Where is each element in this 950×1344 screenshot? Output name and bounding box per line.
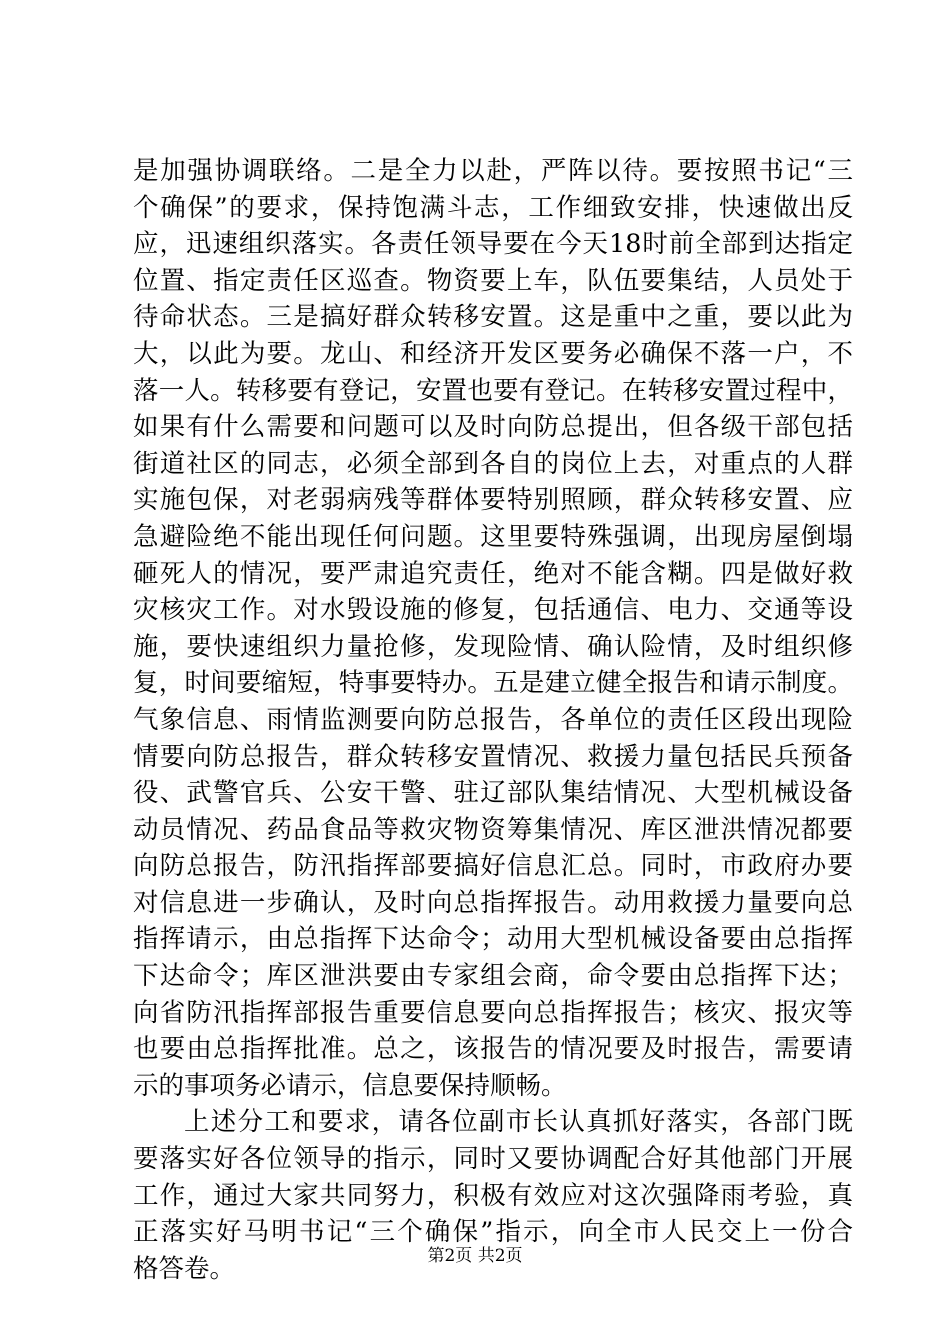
text-line: 个确保”的要求，保持饱满斗志，工作细致安排，快速做出反 [133, 192, 853, 223]
text-line: 示的事项务必请示，信息要保持顺畅。 [133, 1070, 567, 1101]
text-line: 工作，通过大家共同努力，积极有效应对这次强降雨考验，真 [133, 1180, 853, 1211]
text-line: 施，要快速组织力量抢修，发现险情、确认险情，及时组织修 [133, 631, 853, 662]
text-line: 情要向防总报告，群众转移安置情况、救援力量包括民兵预备 [133, 741, 853, 772]
text-line: 格答卷。 [133, 1253, 236, 1284]
text-line: 复，时间要缩短，特事要特办。五是建立健全报告和请示制度。 [133, 668, 853, 699]
text-line: 大，以此为要。龙山、和经济开发区要务必确保不落一户，不 [133, 338, 853, 369]
text-line: 要落实好各位领导的指示，同时又要协调配合好其他部门开展 [133, 1144, 853, 1175]
text-line: 街道社区的同志，必须全部到各自的岗位上去，对重点的人群 [133, 448, 853, 479]
page-footer [0, 1245, 950, 1267]
text-line: 是加强协调联络。二是全力以赴，严阵以待。要按照书记“三 [133, 156, 853, 186]
text-line: 指挥请示，由总指挥下达命令；动用大型机械设备要由总指挥 [133, 924, 853, 955]
text-line: 正落实好马明书记“三个确保”指示，向全市人民交上一份合 [133, 1217, 853, 1248]
text-line: 如果有什么需要和问题可以及时向防总提出，但各级干部包括 [133, 412, 853, 443]
text-line: 也要由总指挥批准。总之，该报告的情况要及时报告，需要请 [133, 1034, 853, 1065]
text-line: 位置、指定责任区巡查。物资要上车，队伍要集结，人员处于 [133, 265, 853, 296]
text-line: 砸死人的情况，要严肃追究责任，绝对不能含糊。四是做好救 [133, 558, 853, 589]
text-line: 应，迅速组织落实。各责任领导要在今天18时前全部到达指定 [133, 229, 853, 260]
text-line: 气象信息、雨情监测要向防总报告，各单位的责任区段出现险 [133, 704, 853, 735]
body-text [133, 153, 853, 1287]
text-line: 役、武警官兵、公安干警、驻辽部队集结情况、大型机械设备 [133, 778, 853, 809]
text-line: 实施包保，对老弱病残等群体要特别照顾，群众转移安置、应 [133, 485, 853, 516]
text-line: 灾核灾工作。对水毁设施的修复，包括通信、电力、交通等设 [133, 595, 853, 626]
text-line: 向防总报告，防汛指挥部要搞好信息汇总。同时，市政府办要 [133, 851, 853, 882]
text-line: 落一人。转移要有登记，安置也要有登记。在转移安置过程中， [133, 375, 853, 406]
page-number-label: 第2页 共2页 [427, 1246, 523, 1266]
text-line: 待命状态。三是搞好群众转移安置。这是重中之重，要以此为 [133, 302, 853, 333]
text-line: 向省防汛指挥部报告重要信息要向总指挥报告；核灾、报灾等 [133, 997, 853, 1028]
text-line: 动员情况、药品食品等救灾物资筹集情况、库区泄洪情况都要 [133, 814, 853, 845]
text-line: 下达命令；库区泄洪要由专家组会商，命令要由总指挥下达； [133, 961, 853, 992]
text-line: 急避险绝不能出现任何问题。这里要特殊强调，出现房屋倒塌 [133, 521, 853, 552]
paragraph-1 [133, 153, 853, 1104]
text-line: 对信息进一步确认，及时向总指挥报告。动用救援力量要向总 [133, 887, 853, 918]
text-line: 上述分工和要求，请各位副市长认真抓好落实，各部门既 [184, 1107, 853, 1138]
